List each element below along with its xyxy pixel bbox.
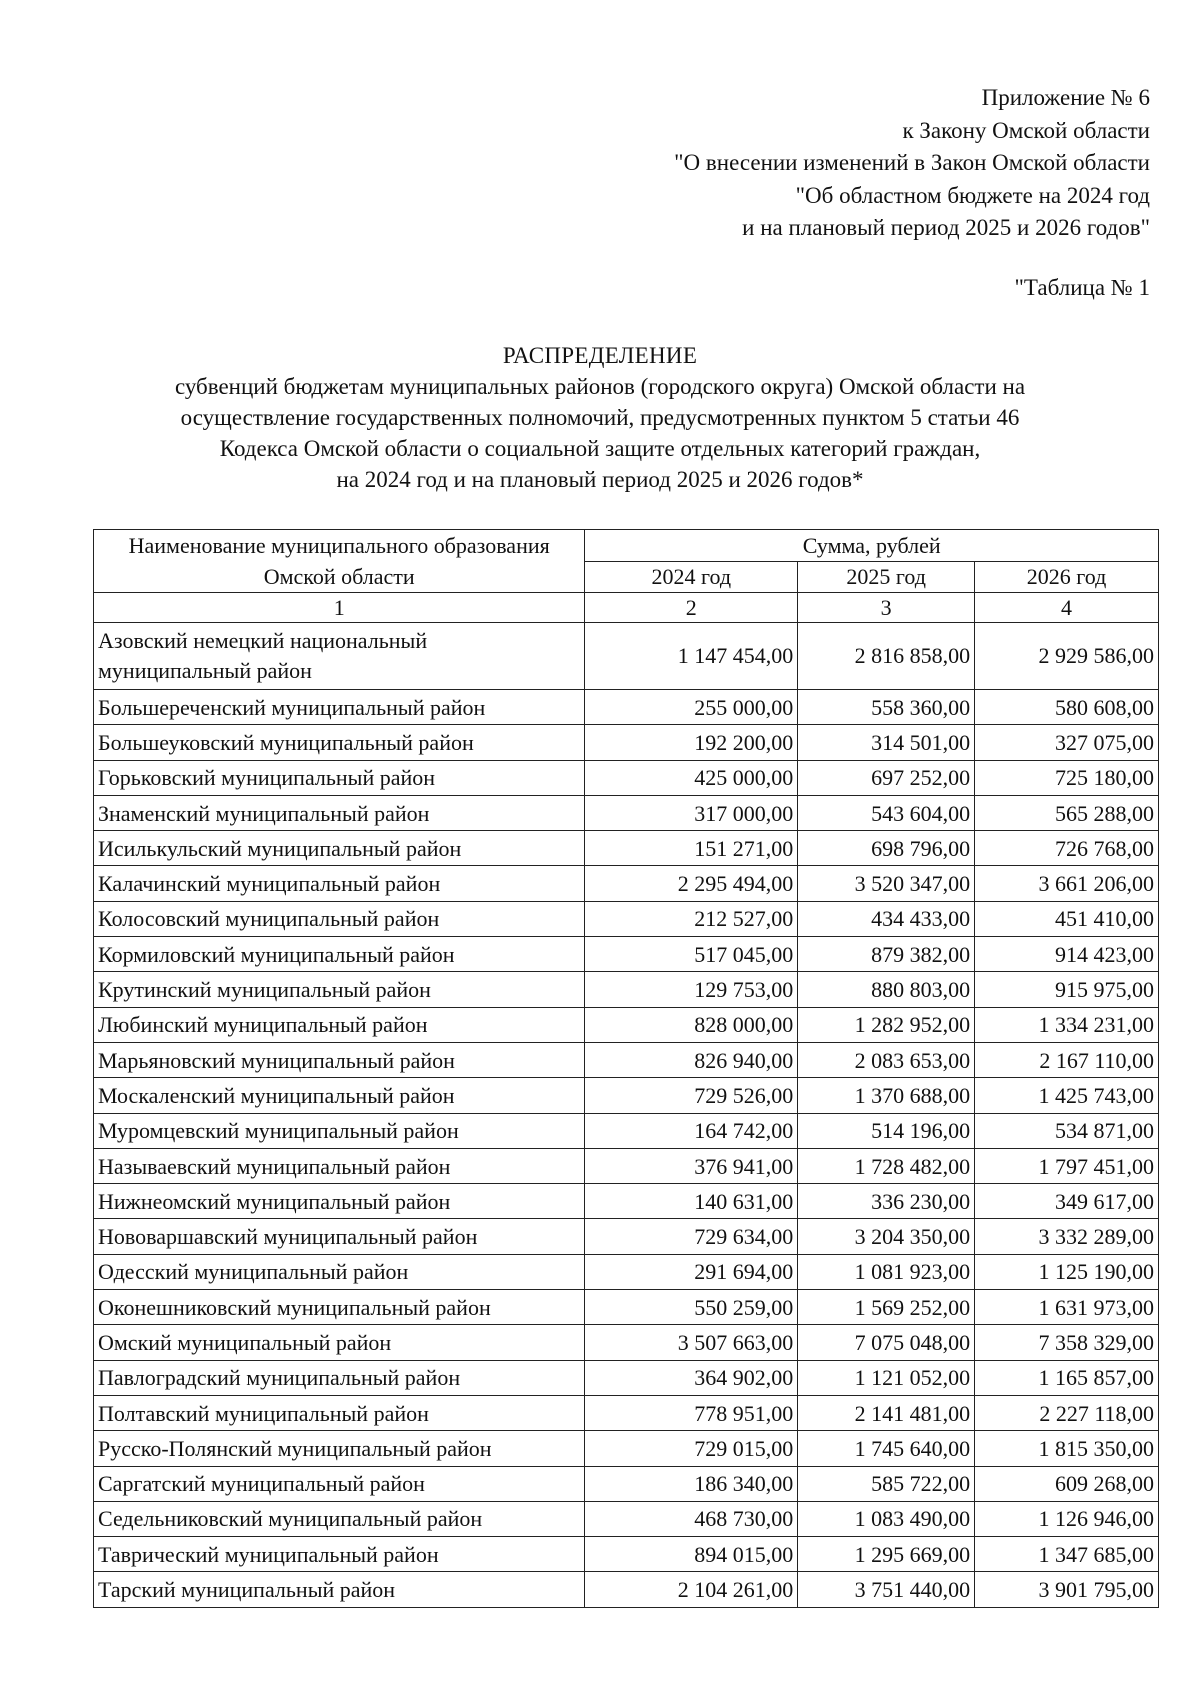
amount-2025-cell: 336 230,00 bbox=[798, 1184, 975, 1219]
column-number: 2 bbox=[585, 593, 798, 623]
district-name-cell: Кормиловский муниципальный район bbox=[94, 937, 585, 972]
amount-2026-cell: 1 797 451,00 bbox=[975, 1148, 1159, 1183]
amount-2024-cell: 826 940,00 bbox=[585, 1042, 798, 1077]
district-name-cell: Колосовский муниципальный район bbox=[94, 901, 585, 936]
amount-2024-cell: 828 000,00 bbox=[585, 1007, 798, 1042]
amount-2026-cell: 2 167 110,00 bbox=[975, 1042, 1159, 1077]
amount-2024-cell: 129 753,00 bbox=[585, 972, 798, 1007]
amount-2025-cell: 1 370 688,00 bbox=[798, 1078, 975, 1113]
district-name-cell: Знаменский муниципальный район bbox=[94, 795, 585, 830]
amount-2025-cell: 697 252,00 bbox=[798, 760, 975, 795]
amount-2026-cell: 1 165 857,00 bbox=[975, 1360, 1159, 1395]
table-row bbox=[94, 1572, 1159, 1607]
amount-2026-cell: 327 075,00 bbox=[975, 725, 1159, 760]
table-row bbox=[94, 1078, 1159, 1113]
table-row bbox=[94, 690, 1159, 725]
table-body bbox=[94, 623, 1159, 1608]
amount-2024-cell: 151 271,00 bbox=[585, 831, 798, 866]
title-heading: РАСПРЕДЕЛЕНИЕ bbox=[502, 343, 698, 368]
amount-2025-cell: 543 604,00 bbox=[798, 795, 975, 830]
amount-2026-cell: 2 227 118,00 bbox=[975, 1395, 1159, 1430]
amount-2024-cell: 729 526,00 bbox=[585, 1078, 798, 1113]
amount-2026-cell: 3 332 289,00 bbox=[975, 1219, 1159, 1254]
amount-2024-cell: 186 340,00 bbox=[585, 1466, 798, 1501]
amount-2025-cell: 558 360,00 bbox=[798, 690, 975, 725]
column-header-name: Наименование муниципального образования Омской области bbox=[94, 530, 585, 593]
amount-2025-cell: 434 433,00 bbox=[798, 901, 975, 936]
table-row bbox=[94, 1431, 1159, 1466]
title-line: Кодекса Омской области о социальной защите отдельных категорий граждан, bbox=[219, 436, 981, 461]
amount-2025-cell: 514 196,00 bbox=[798, 1113, 975, 1148]
appendix-line: "О внесении изменений в Закон Омской области bbox=[674, 150, 1150, 175]
amount-2026-cell: 1 334 231,00 bbox=[975, 1007, 1159, 1042]
column-header-year: 2025 год bbox=[798, 561, 975, 593]
amount-2026-cell: 1 425 743,00 bbox=[975, 1078, 1159, 1113]
amount-2025-cell: 2 141 481,00 bbox=[798, 1395, 975, 1430]
table-row bbox=[94, 1360, 1159, 1395]
appendix-line: Приложение № 6 bbox=[981, 85, 1150, 110]
amount-2026-cell: 609 268,00 bbox=[975, 1466, 1159, 1501]
amount-2025-cell: 1 121 052,00 bbox=[798, 1360, 975, 1395]
district-name-cell: Нижнеомский муниципальный район bbox=[94, 1184, 585, 1219]
amount-2025-cell: 1 569 252,00 bbox=[798, 1290, 975, 1325]
amount-2024-cell: 2 295 494,00 bbox=[585, 866, 798, 901]
table-row bbox=[94, 937, 1159, 972]
district-name-cell: Омский муниципальный район bbox=[94, 1325, 585, 1360]
table-row bbox=[94, 1184, 1159, 1219]
amount-2025-cell: 1 745 640,00 bbox=[798, 1431, 975, 1466]
district-name-cell: Оконешниковский муниципальный район bbox=[94, 1290, 585, 1325]
amount-2026-cell: 725 180,00 bbox=[975, 760, 1159, 795]
table-row bbox=[94, 623, 1159, 690]
district-name-cell: Любинский муниципальный район bbox=[94, 1007, 585, 1042]
amount-2024-cell: 364 902,00 bbox=[585, 1360, 798, 1395]
amount-2024-cell: 164 742,00 bbox=[585, 1113, 798, 1148]
amount-2026-cell: 726 768,00 bbox=[975, 831, 1159, 866]
district-name-cell: Москаленский муниципальный район bbox=[94, 1078, 585, 1113]
title-line: на 2024 год и на плановый период 2025 и 2026 годов* bbox=[336, 467, 864, 492]
amount-2026-cell: 2 929 586,00 bbox=[975, 623, 1159, 690]
table-row bbox=[94, 1254, 1159, 1289]
amount-2026-cell: 349 617,00 bbox=[975, 1184, 1159, 1219]
amount-2024-cell: 425 000,00 bbox=[585, 760, 798, 795]
table-row bbox=[94, 1325, 1159, 1360]
appendix-line: и на плановый период 2025 и 2026 годов" bbox=[742, 215, 1150, 240]
amount-2026-cell: 451 410,00 bbox=[975, 901, 1159, 936]
amount-2025-cell: 2 816 858,00 bbox=[798, 623, 975, 690]
amount-2025-cell: 1 081 923,00 bbox=[798, 1254, 975, 1289]
amount-2026-cell: 915 975,00 bbox=[975, 972, 1159, 1007]
appendix-line: к Закону Омской области bbox=[902, 117, 1150, 143]
table-row bbox=[94, 1395, 1159, 1430]
appendix-line: "Об областном бюджете на 2024 год bbox=[795, 182, 1150, 208]
amount-2024-cell: 2 104 261,00 bbox=[585, 1572, 798, 1607]
table-row bbox=[94, 1042, 1159, 1077]
amount-2026-cell: 1 125 190,00 bbox=[975, 1254, 1159, 1289]
table-row bbox=[94, 795, 1159, 830]
amount-2024-cell: 3 507 663,00 bbox=[585, 1325, 798, 1360]
table-row bbox=[94, 1148, 1159, 1183]
amount-2024-cell: 729 634,00 bbox=[585, 1219, 798, 1254]
district-name-cell: Крутинский муниципальный район bbox=[94, 972, 585, 1007]
amount-2025-cell: 2 083 653,00 bbox=[798, 1042, 975, 1077]
table-row bbox=[94, 1219, 1159, 1254]
district-name-cell: Муромцевский муниципальный район bbox=[94, 1113, 585, 1148]
amount-2026-cell: 565 288,00 bbox=[975, 795, 1159, 830]
table-row bbox=[94, 831, 1159, 866]
column-number: 3 bbox=[798, 593, 975, 623]
district-name-cell: Марьяновский муниципальный район bbox=[94, 1042, 585, 1077]
amount-2025-cell: 698 796,00 bbox=[798, 831, 975, 866]
amount-2024-cell: 376 941,00 bbox=[585, 1148, 798, 1183]
column-number: 4 bbox=[975, 593, 1159, 623]
amount-2024-cell: 317 000,00 bbox=[585, 795, 798, 830]
district-name-cell: Исилькульский муниципальный район bbox=[94, 831, 585, 866]
table-row bbox=[94, 1501, 1159, 1536]
amount-2025-cell: 3 520 347,00 bbox=[798, 866, 975, 901]
amount-2025-cell: 1 295 669,00 bbox=[798, 1537, 975, 1572]
table-row bbox=[94, 1537, 1159, 1572]
amount-2026-cell: 1 815 350,00 bbox=[975, 1431, 1159, 1466]
amount-2026-cell: 914 423,00 bbox=[975, 937, 1159, 972]
table-row bbox=[94, 760, 1159, 795]
amount-2024-cell: 291 694,00 bbox=[585, 1254, 798, 1289]
amount-2026-cell: 580 608,00 bbox=[975, 690, 1159, 725]
district-name-cell: Седельниковский муниципальный район bbox=[94, 1501, 585, 1536]
amount-2024-cell: 140 631,00 bbox=[585, 1184, 798, 1219]
district-name-cell: Нововаршавский муниципальный район bbox=[94, 1219, 585, 1254]
amount-2024-cell: 255 000,00 bbox=[585, 690, 798, 725]
table-row bbox=[94, 866, 1159, 901]
district-name-cell: Калачинский муниципальный район bbox=[94, 866, 585, 901]
district-name-cell: Тарский муниципальный район bbox=[94, 1572, 585, 1607]
amount-2026-cell: 1 126 946,00 bbox=[975, 1501, 1159, 1536]
column-header-sum: Сумма, рублей bbox=[585, 530, 1159, 562]
amount-2025-cell: 3 204 350,00 bbox=[798, 1219, 975, 1254]
title-line: субвенций бюджетам муниципальных районов (городского округа) Омской области на bbox=[174, 374, 1026, 399]
district-name-cell: Горьковский муниципальный район bbox=[94, 760, 585, 795]
amount-2025-cell: 314 501,00 bbox=[798, 725, 975, 760]
document-title bbox=[100, 340, 1100, 495]
table-row bbox=[94, 1113, 1159, 1148]
amount-2025-cell: 585 722,00 bbox=[798, 1466, 975, 1501]
amount-2026-cell: 1 347 685,00 bbox=[975, 1537, 1159, 1572]
appendix-header bbox=[590, 82, 1150, 245]
amount-2024-cell: 1 147 454,00 bbox=[585, 623, 798, 690]
amount-2024-cell: 550 259,00 bbox=[585, 1290, 798, 1325]
subvention-table bbox=[93, 529, 1159, 1608]
district-name-cell: Таврический муниципальный район bbox=[94, 1537, 585, 1572]
amount-2025-cell: 880 803,00 bbox=[798, 972, 975, 1007]
amount-2024-cell: 192 200,00 bbox=[585, 725, 798, 760]
amount-2024-cell: 517 045,00 bbox=[585, 937, 798, 972]
amount-2025-cell: 1 728 482,00 bbox=[798, 1148, 975, 1183]
district-name-cell: Азовский немецкий национальный муниципальный район bbox=[94, 623, 585, 690]
title-line: осуществление государственных полномочий, предусмотренных пунктом 5 статьи 46 bbox=[180, 405, 1020, 430]
amount-2025-cell: 879 382,00 bbox=[798, 937, 975, 972]
amount-2026-cell: 7 358 329,00 bbox=[975, 1325, 1159, 1360]
amount-2025-cell: 1 083 490,00 bbox=[798, 1501, 975, 1536]
table-row bbox=[94, 725, 1159, 760]
district-name-cell: Полтавский муниципальный район bbox=[94, 1395, 585, 1430]
amount-2026-cell: 3 661 206,00 bbox=[975, 866, 1159, 901]
table-row bbox=[94, 1007, 1159, 1042]
amount-2025-cell: 3 751 440,00 bbox=[798, 1572, 975, 1607]
district-name-cell: Большеуковский муниципальный район bbox=[94, 725, 585, 760]
column-number: 1 bbox=[94, 593, 585, 623]
district-name-cell: Большереченский муниципальный район bbox=[94, 690, 585, 725]
amount-2024-cell: 729 015,00 bbox=[585, 1431, 798, 1466]
column-header-year: 2024 год bbox=[585, 561, 798, 593]
district-name-cell: Одесский муниципальный район bbox=[94, 1254, 585, 1289]
district-name-cell: Называевский муниципальный район bbox=[94, 1148, 585, 1183]
column-header-year: 2026 год bbox=[975, 561, 1159, 593]
amount-2024-cell: 468 730,00 bbox=[585, 1501, 798, 1536]
district-name-cell: Русско-Полянский муниципальный район bbox=[94, 1431, 585, 1466]
table-number-label: "Таблица № 1 bbox=[1014, 275, 1150, 300]
amount-2025-cell: 1 282 952,00 bbox=[798, 1007, 975, 1042]
amount-2024-cell: 212 527,00 bbox=[585, 901, 798, 936]
table-row bbox=[94, 1466, 1159, 1501]
amount-2024-cell: 894 015,00 bbox=[585, 1537, 798, 1572]
amount-2026-cell: 534 871,00 bbox=[975, 1113, 1159, 1148]
table-row bbox=[94, 901, 1159, 936]
amount-2026-cell: 1 631 973,00 bbox=[975, 1290, 1159, 1325]
amount-2024-cell: 778 951,00 bbox=[585, 1395, 798, 1430]
amount-2026-cell: 3 901 795,00 bbox=[975, 1572, 1159, 1607]
district-name-cell: Саргатский муниципальный район bbox=[94, 1466, 585, 1501]
amount-2025-cell: 7 075 048,00 bbox=[798, 1325, 975, 1360]
district-name-cell: Павлоградский муниципальный район bbox=[94, 1360, 585, 1395]
table-row bbox=[94, 972, 1159, 1007]
table-row bbox=[94, 1290, 1159, 1325]
